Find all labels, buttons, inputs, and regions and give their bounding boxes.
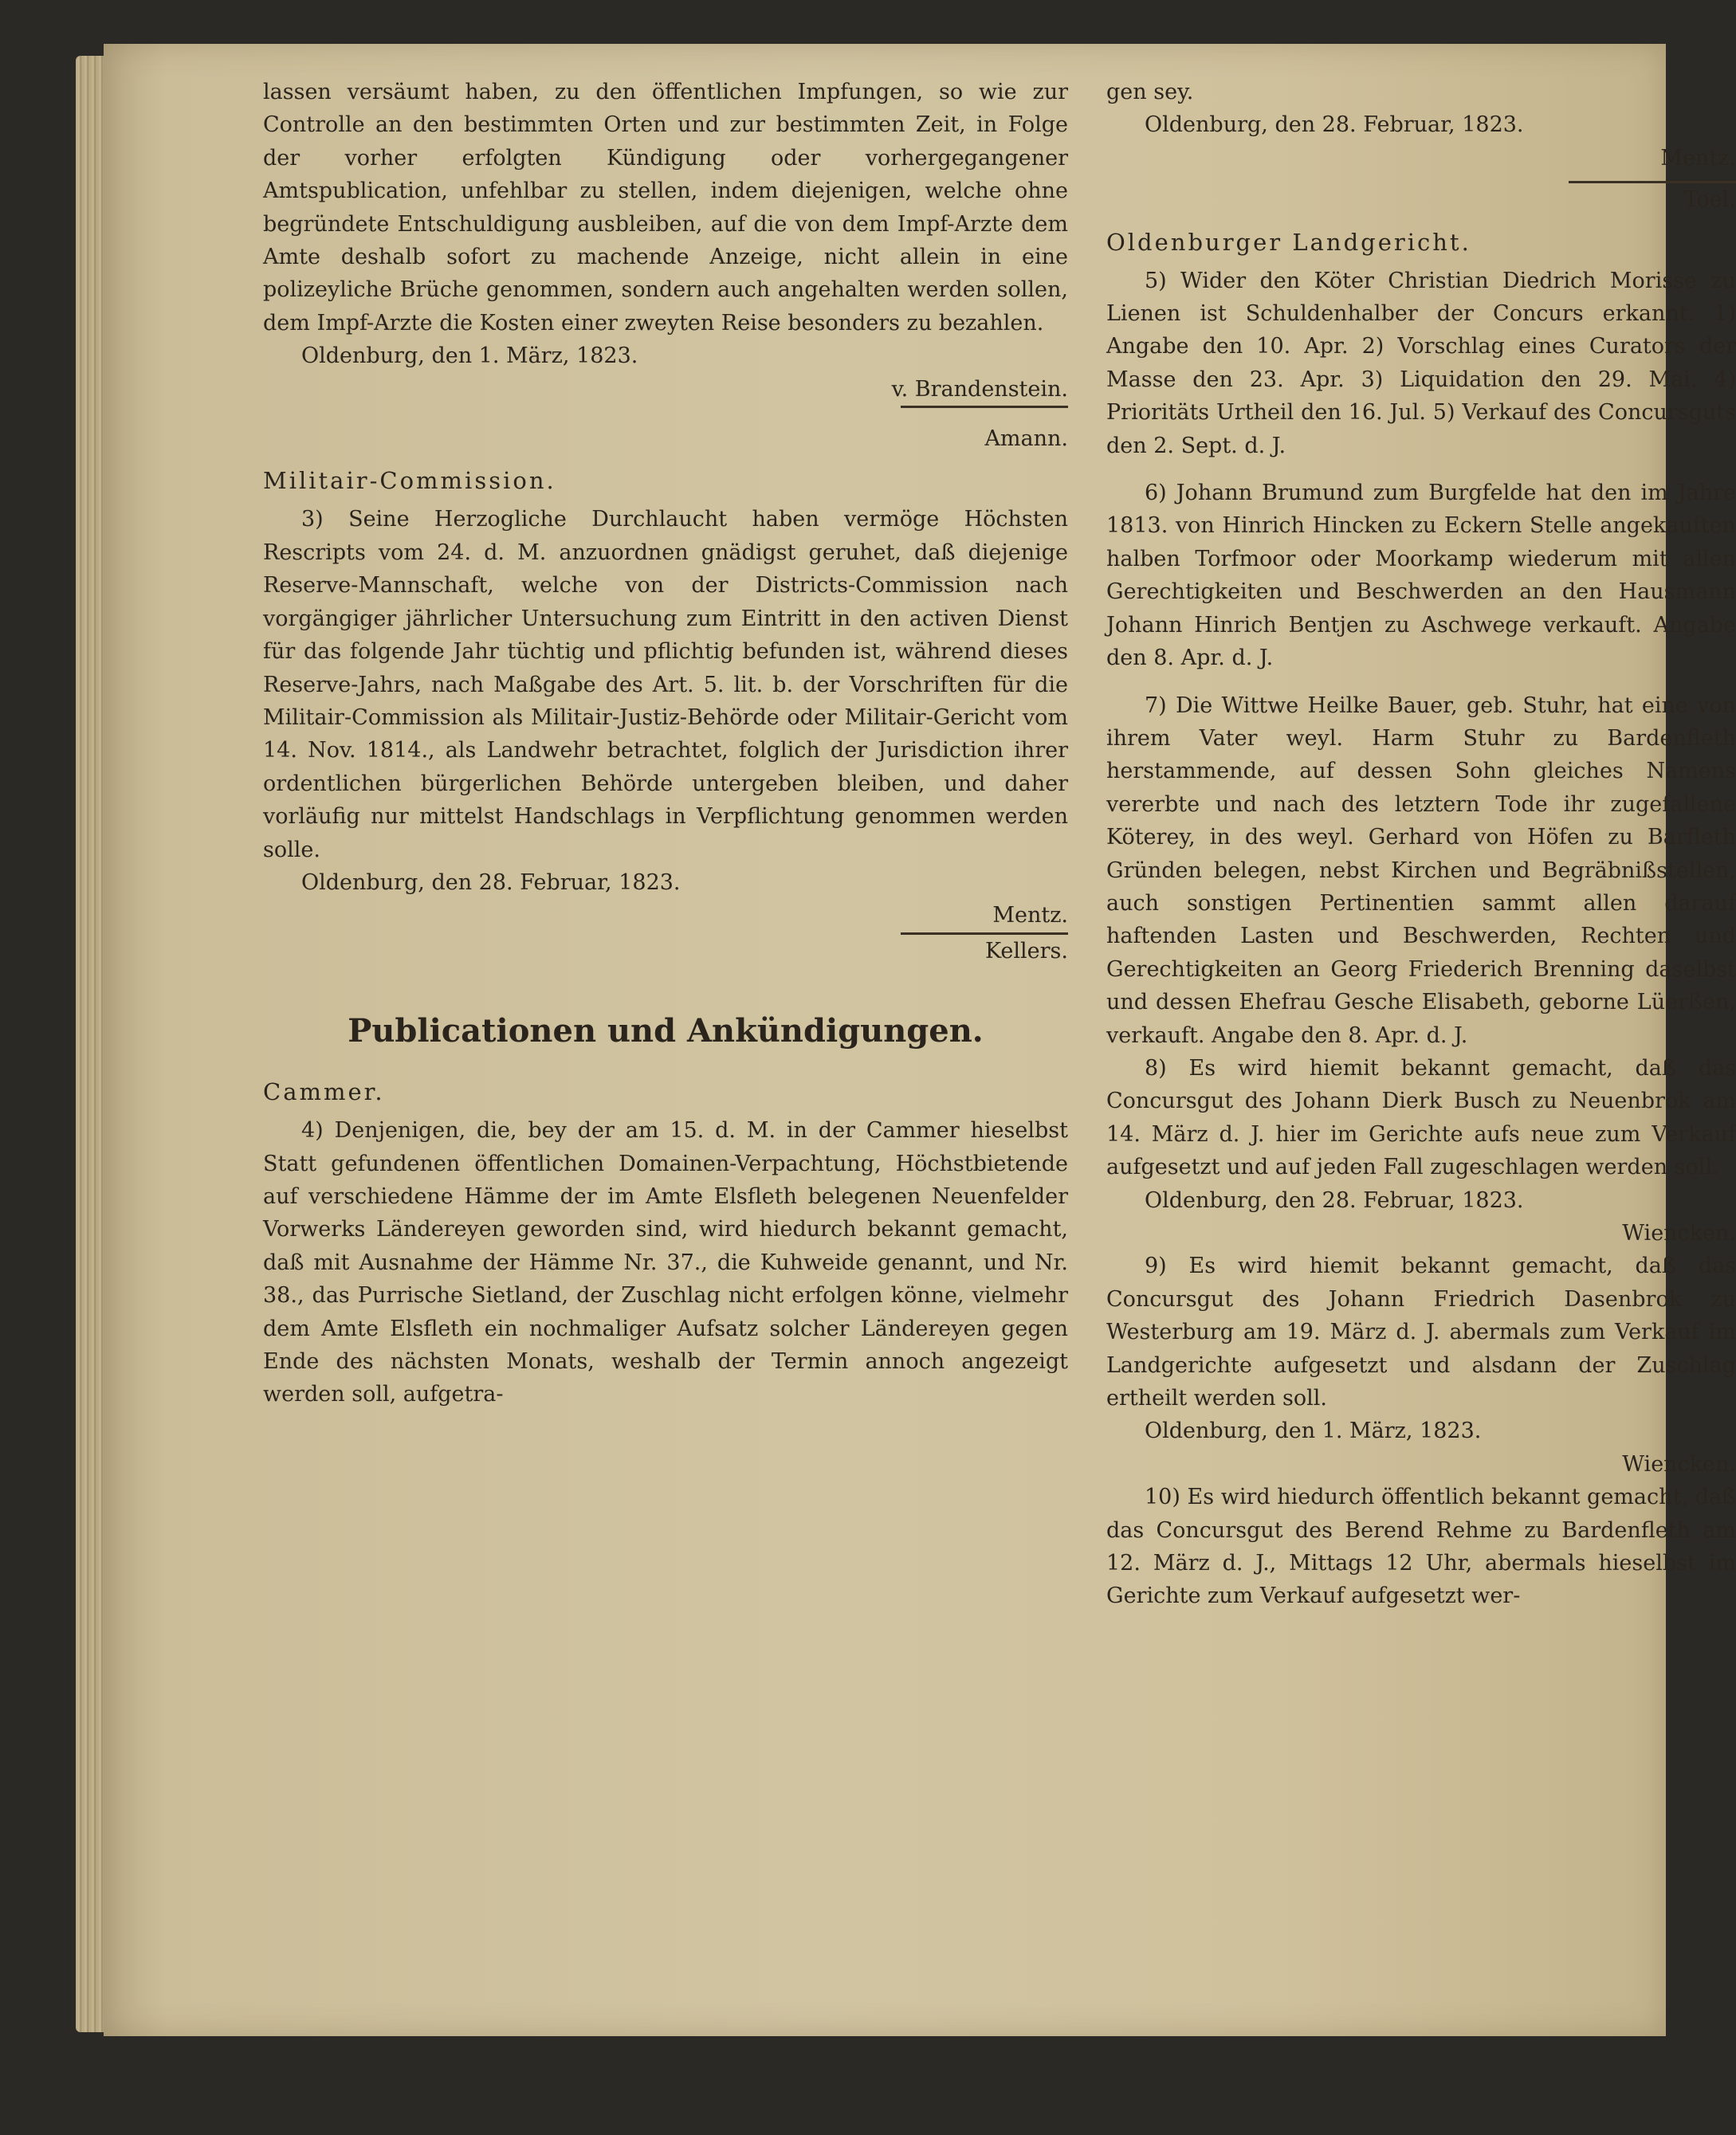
dateline: Oldenburg, den 1. März, 1823. xyxy=(1145,1419,1482,1444)
signature: Wiencken. xyxy=(1622,1221,1736,1246)
dateline: Oldenburg, den 28. Februar, 1823. xyxy=(1145,1187,1524,1213)
left-column xyxy=(263,76,1068,1411)
signature: Toel. xyxy=(1683,187,1736,213)
section-heading-military: Militair-Commission. xyxy=(263,467,556,495)
signature: Mentz. xyxy=(992,903,1068,928)
headline: Publicationen und Ankündigungen. xyxy=(348,1012,984,1050)
notice-continuation: gen sey. xyxy=(1106,80,1194,104)
notice-7: 7) Die Wittwe Heilke Bauer, geb. Stuhr, hat eine von ihrem Vater weyl. Harm Stuhr zu Bardenfleth herstammende, auf dessen Sohn gleiches Namens vererbte und nach des letztern Tode ihr zugefallene Köterey, in des weyl. Gerhard von Höfen zu Barfleth Gründen belegen, nebst Kirchen und Begräbnißstellen, auch sonstigen Pertinentien sammt allen darauf haftenden Lasten und Beschwerden, Rechten und Gerechtigkeiten an Georg Friederich Brenning daselbst und dessen Ehefrau Gesche Elisabeth, geborne Lüerßen, verkauft. Angabe den 8. Apr. d. J. xyxy=(1106,693,1736,1048)
signature: Wiencken. xyxy=(1622,1451,1736,1477)
signature: Amann. xyxy=(984,426,1068,452)
dateline: Oldenburg, den 28. Februar, 1823. xyxy=(1145,112,1524,138)
signature: Mentz. xyxy=(1660,145,1736,171)
signature: v. Brandenstein. xyxy=(891,376,1068,402)
notice-6: 6) Johann Brumund zum Burgfelde hat den im Jahre 1813. von Hinrich Hincken zu Eckern Stelle angekauften halben Torfmoor oder Moorkamp wiederum mit allen Gerechtigkeiten und Beschwerden an den Hausmann Johann Hinrich Bentjen zu Aschwege verkauft. Angabe den 8. Apr. d. J. xyxy=(1106,481,1736,671)
signature: Kellers. xyxy=(984,938,1068,963)
right-column xyxy=(1106,76,1736,1613)
notice-10: 10) Es wird hiedurch öffentlich bekannt gemacht, daß das Concursgut des Berend Rehme zu Bardenfleth am 12. März d. J., Mittags 12 Uhr, abermals hieselbst im Gerichte zum Verkauf aufgesetzt wer- xyxy=(1106,1485,1736,1609)
notice-4: 4) Denjenigen, die, bey der am 15. d. M. in der Cammer hieselbst Statt gefundenen öffentlichen Domainen-Verpachtung, Höchstbietende auf verschiedene Hämme der im Amte Elsfleth belegenen Neuenfelder Vorwerks Ländereyen geworden sind, wird hiedurch bekannt gemacht, daß mit Ausnahme der Hämme Nr. 37., die Kuhweide genannt, und Nr. 38., das Purrische Sietland, der Zuschlag nicht erfolgen könne, vielmehr dem Amte Elsfleth ein nochmaliger Aufsatz solcher Ländereyen gegen Ende des nächsten Monats, weshalb der Termin annoch angezeigt werden soll, aufgetra- xyxy=(263,1118,1068,1407)
notice-5: 5) Wider den Köter Christian Diedrich Morisse zu Lienen ist Schuldenhalber der Concurs erkannt. 1) Angabe den 10. Apr. 2) Vorschlag eines Curators der Masse den 23. Apr. 3) Liquidation den 29. Mai. 4) Prioritäts Urtheil den 16. Jul. 5) Verkauf des Concursguts den 2. Sept. d. J. xyxy=(1106,268,1736,458)
notice-8: 8) Es wird hiemit bekannt gemacht, daß das Concursgut des Johann Dierk Busch zu Neuenbrok am 14. März d. J. hier im Gerichte aufs neue zum Verkauf aufgesetzt und auf jeden Fall zugeschlagen werden soll. xyxy=(1106,1055,1736,1180)
dateline: Oldenburg, den 1. März, 1823. xyxy=(301,343,638,369)
notice-9: 9) Es wird hiemit bekannt gemacht, daß das Concursgut des Johann Friedrich Dasenbrok zu Westerburg am 19. März d. J. abermals zum Verkauf im Landgerichte aufgesetzt und alsdann der Zuschlag ertheilt werden soll. xyxy=(1106,1254,1736,1411)
notice-intro: lassen versäumt haben, zu den öffentlichen Impfungen, so wie zur Controlle an den bestimmten Orten und zur bestimmten Zeit, in Folge der vorher erfolgten Kündigung oder vorhergegangener Amtspublication, unfehlbar zu stellen, indem diejenigen, welche ohne begründete Entschuldigung ausbleiben, auf die von dem Impf-Arzte dem Amte deshalb sofort zu machende Anzeige, nicht allein in eine polizeyliche Brüche genommen, sondern auch angehalten werden sollen, dem Impf-Arzte die Kosten einer zweyten Reise besonders zu bezahlen. xyxy=(263,80,1068,336)
notice-3: 3) Seine Herzogliche Durchlaucht haben vermöge Höchsten Rescripts vom 24. d. M. anzuordnen gnädigst geruhet, daß diejenige Reserve-Mannschaft, welche von der Districts-Commission nach vorgängiger jährlicher Untersuchung zum Eintritt in den activen Dienst für das folgende Jahr tüchtig und pflichtig befunden ist, während dieses Reserve-Jahrs, nach Maßgabe des Art. 5. lit. b. der Vorschriften für die Militair-Commission als Militair-Justiz-Behörde oder Militair-Gericht vom 14. Nov. 1814., als Landwehr betrachtet, folglich der Jurisdiction ihrer ordentlichen bürgerlichen Behörde untergeben bleiben, und daher vorläufig nur mittelst Handschlags in Verpflichtung genommen werden solle. xyxy=(263,507,1068,862)
section-heading-landgericht: Oldenburger Landgericht. xyxy=(1106,228,1471,256)
dateline: Oldenburg, den 28. Februar, 1823. xyxy=(301,869,681,895)
newspaper-page xyxy=(104,44,1736,2036)
section-heading-cammer: Cammer. xyxy=(263,1078,385,1106)
